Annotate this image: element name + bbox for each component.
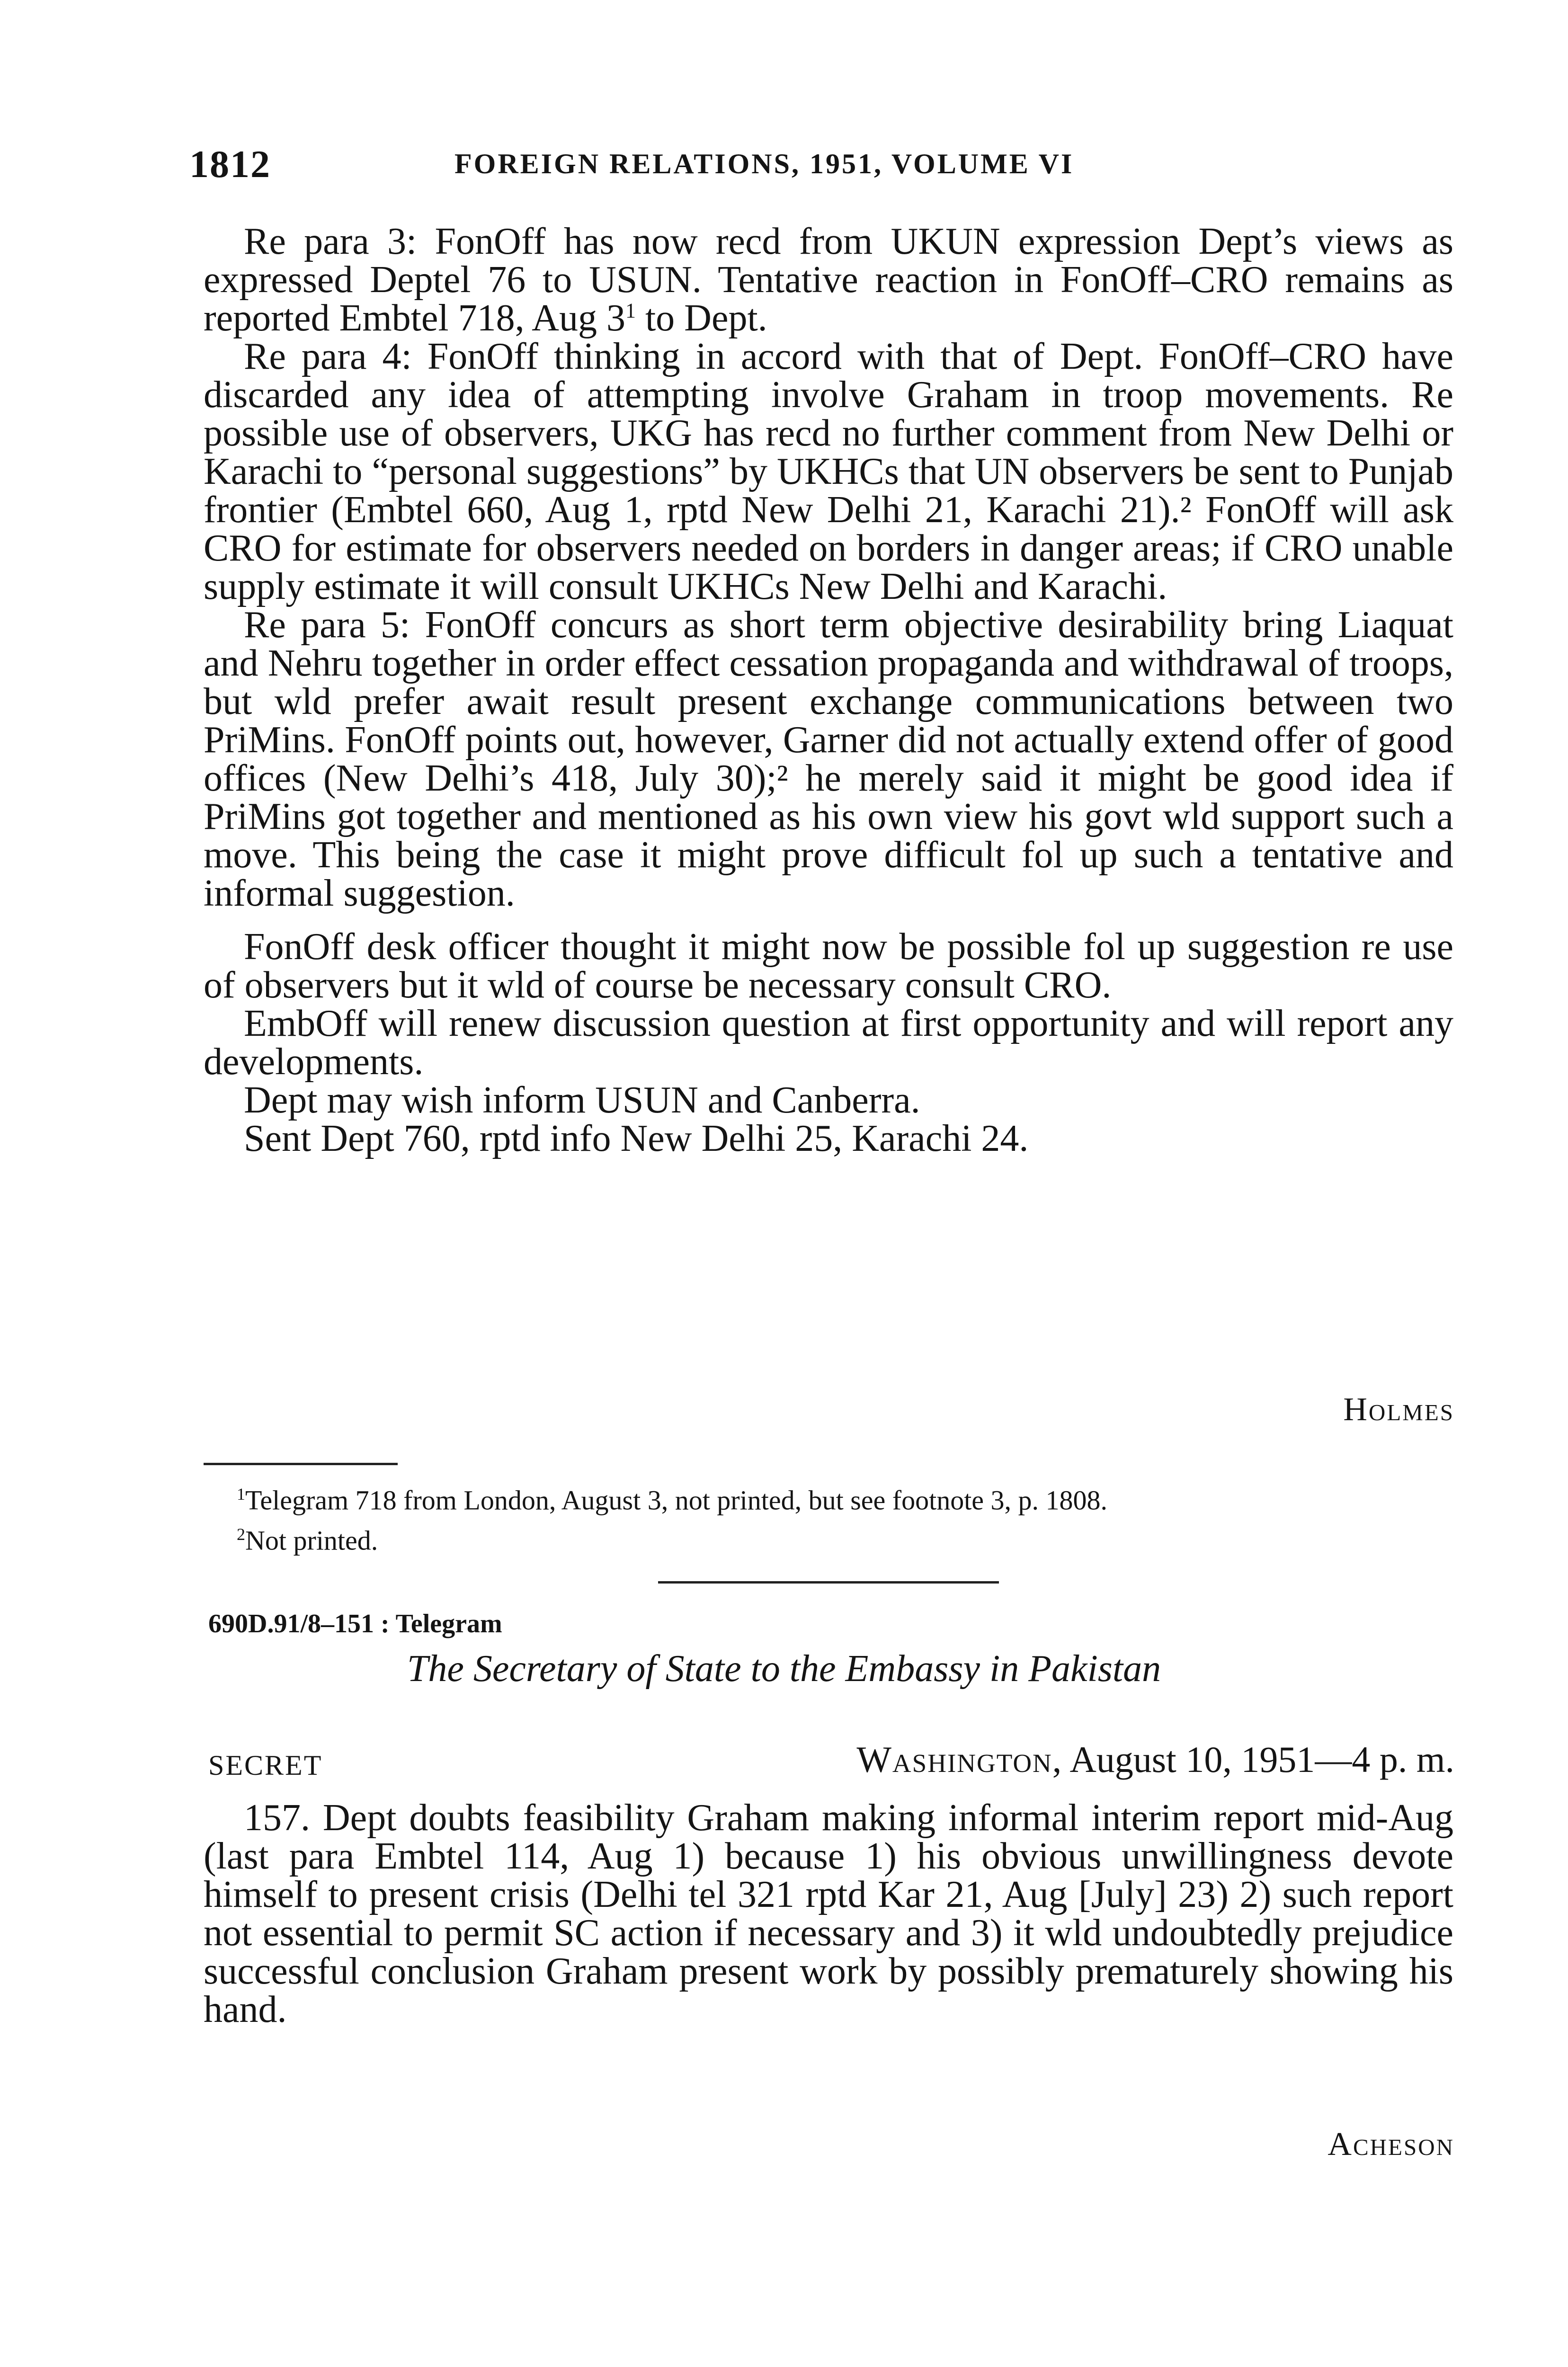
footnotes: [237, 1477, 1468, 1558]
footnote-ref-1: 1: [625, 299, 636, 322]
paragraph-re-para-3: Re para 3: FonOff has now recd from UKUN expression Dept’s views as expressed Deptel 76 to USUN. Tentative reaction in FonOff–CRO remains as reported Embtel 718, Aug 3$^1$ to Dept.: [204, 221, 1453, 339]
dateline: [856, 1738, 1454, 1781]
dateline-city: Washington,: [856, 1739, 1063, 1780]
paragraph-re-para-5: Re para 5: FonOff concurs as short term objective desirability bring Liaquat and Nehru together in order effect cessation propaganda and withdrawal of troops, but wld prefer await result present exchange communications between two PriMins. FonOff points out, however, Garner did not actually extend offer of good offices (New Delhi’s 418, July 30);² he merely said it might be good idea if PriMins got together and mentioned as his own view his govt wld support such a move. This being the case it might prove difficult fol up such a tentative and informal suggestion.: [204, 604, 1453, 914]
paragraph-re-para-4: Re para 4: FonOff thinking in accord with that of Dept. FonOff–CRO have discarded any idea of attempting involve Graham in troop movements. Re possible use of observers, UKG has recd no further comment from New Delhi or Karachi to “personal suggestions” by UKHCs that UN observers be sent to Punjab frontier (Embtel 660, Aug 1, rptd New Delhi 21, Karachi 21).² FonOff will ask CRO for estimate for observers needed on borders in danger areas; if CRO unable supply estimate it will consult UKHCs New Delhi and Karachi.: [204, 336, 1453, 607]
dateline-date: August 10, 1951—4 p. m.: [1069, 1739, 1454, 1780]
paragraph-dept-may-wish: Dept may wish inform USUN and Canberra.: [244, 1079, 920, 1121]
page-header: [189, 142, 1468, 194]
document-separator: [658, 1581, 999, 1584]
signature-holmes: Holmes: [1343, 1391, 1454, 1428]
file-reference: 690D.91/8–151 : Telegram: [208, 1609, 502, 1638]
telegram-body-london: [204, 222, 1453, 1158]
footnote-divider: [204, 1463, 398, 1465]
running-head: FOREIGN RELATIONS, 1951, VOLUME VI: [454, 148, 1074, 179]
paragraph-emboff: EmbOff will renew discussion question at first opportunity and will report any developments.: [204, 1003, 1453, 1083]
signature-acheson: Acheson: [1327, 2126, 1454, 2162]
classification-label: SECRET: [208, 1750, 323, 1781]
paragraph-desk-officer: FonOff desk officer thought it might now be possible fol up suggestion re use of observers but it wld of course be necessary consult CRO.: [204, 926, 1453, 1006]
telegram-body-washington: [204, 1799, 1453, 2029]
paragraph-sent-dept: Sent Dept 760, rptd info New Delhi 25, Karachi 24.: [244, 1118, 1029, 1159]
footnote-2: $^2$Not printed.: [237, 1525, 378, 1556]
page-number: 1812: [189, 142, 271, 186]
footnote-1: $^1$Telegram 718 from London, August 3, not printed, but see footnote 3, p. 1808.: [237, 1485, 1108, 1516]
paragraph-157: 157. Dept doubts feasibility Graham making informal interim report mid-Aug (last para Embtel 114, Aug 1) because 1) his obvious unwillingness devote himself to present crisis (Delhi tel 321 rptd Kar 21, Aug [July] 23) 2) such report not essential to permit SC action if necessary and 3) it wld undoubtedly prejudice successful conclusion Graham present work by possibly prematurely showing his hand.: [204, 1797, 1453, 2030]
document-title: The Secretary of State to the Embassy in Pakistan: [407, 1648, 1161, 1690]
